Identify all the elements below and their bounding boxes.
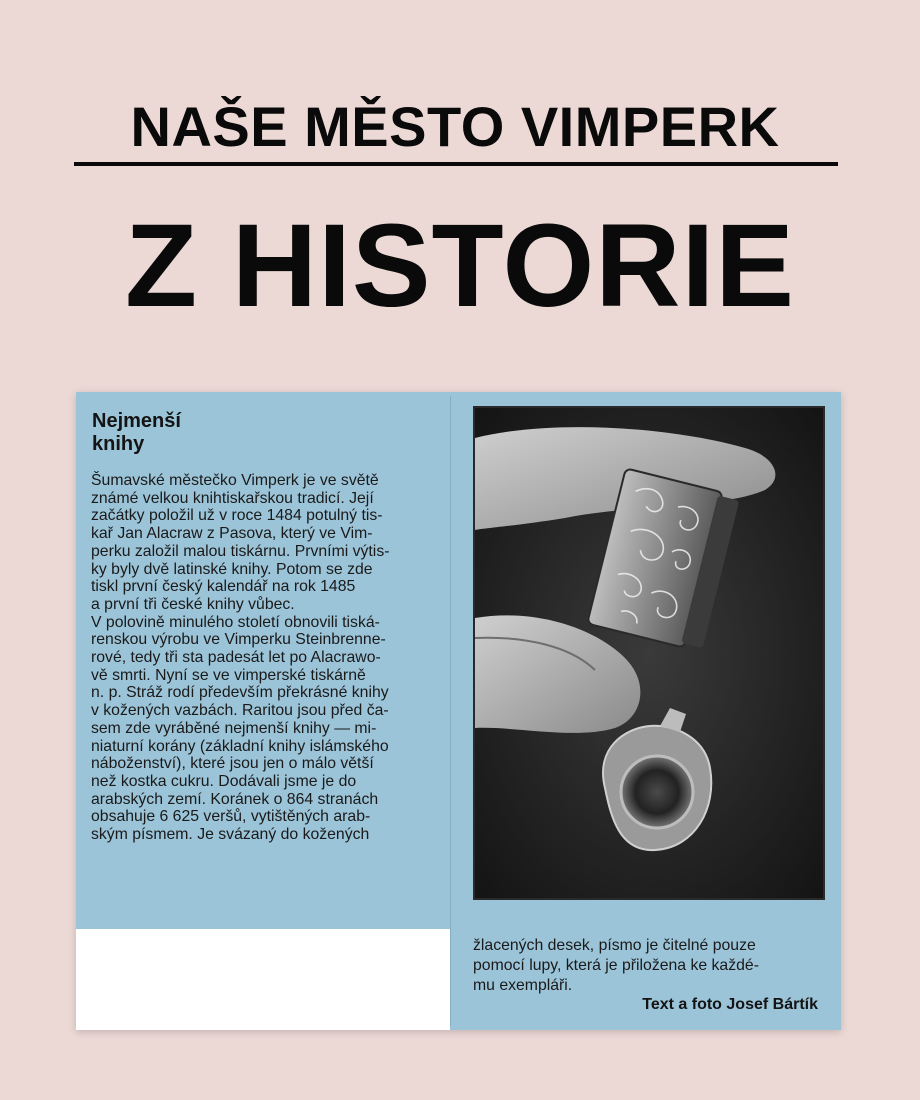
body-line: obsahuje 6 625 veršů, vytištěných arab- [91, 808, 371, 826]
photo-miniature-book [473, 406, 825, 900]
body-line: kař Jan Alacraw z Pasova, který ve Vim- [91, 525, 373, 543]
column-divider [450, 396, 451, 1026]
body-line: známé velkou knihtiskařskou tradicí. Její [91, 489, 374, 507]
continuation-line: pomocí lupy, která je přiložena ke každé- [473, 957, 759, 974]
continuation-line: žlacených desek, písmo je čitelné pouze [473, 937, 756, 954]
body-line: ským písmem. Je svázaný do kožených [91, 826, 370, 844]
body-line: než kostka cukru. Dodávali jsme je do [91, 772, 357, 790]
article-body [91, 472, 436, 844]
article-heading [92, 410, 392, 456]
series-title: NAŠE MĚSTO VIMPERK [130, 95, 780, 158]
body-line: renskou výrobu ve Vimperku Steinbrenne- [91, 631, 386, 649]
body-line: Šumavské městečko Vimperk je ve světě [91, 472, 379, 489]
body-line: náboženství), které jsou jen o málo větší [91, 755, 374, 773]
body-line: začátky položil už v roce 1484 potulný tis- [91, 507, 383, 525]
body-line: tiskl první český kalendář na rok 1485 [91, 578, 356, 596]
title-underline [74, 162, 838, 166]
body-line: arabských zemí. Koránek o 864 stranách [91, 790, 379, 808]
photo-miniature-book-illustration [475, 408, 823, 898]
author-credit: Text a foto Josef Bártík [642, 996, 818, 1013]
main-title: Z HISTORIE [124, 200, 795, 332]
body-line: a první tři české knihy vůbec. [91, 595, 295, 613]
body-line: sem zde vyráběné nejmenší knihy — mi- [91, 719, 377, 737]
body-line: V polovině minulého století obnovili tiská- [91, 613, 380, 631]
article-heading-line: knihy [92, 433, 145, 455]
body-line: n. p. Stráž rodí především překrásné knihy [91, 684, 389, 702]
body-line: ky byly dvě latinské knihy. Potom se zde [91, 560, 373, 578]
article-continuation [473, 936, 818, 996]
body-line: perku založil malou tiskárnu. Prvními výtis- [91, 542, 390, 560]
blank-patch [76, 929, 450, 1030]
body-line: niaturní korány (základní knihy islámského [91, 737, 389, 755]
article-heading-line: Nejmenší [92, 410, 181, 432]
newspaper-clipping [76, 392, 841, 1030]
body-line: rové, tedy tři sta padesát let po Alacrawo- [91, 649, 381, 667]
body-line: v kožených vazbách. Raritou jsou před ča- [91, 702, 389, 720]
continuation-line: mu exempláři. [473, 977, 573, 994]
body-line: vě smrti. Nyní se ve vimperské tiskárně [91, 666, 366, 684]
